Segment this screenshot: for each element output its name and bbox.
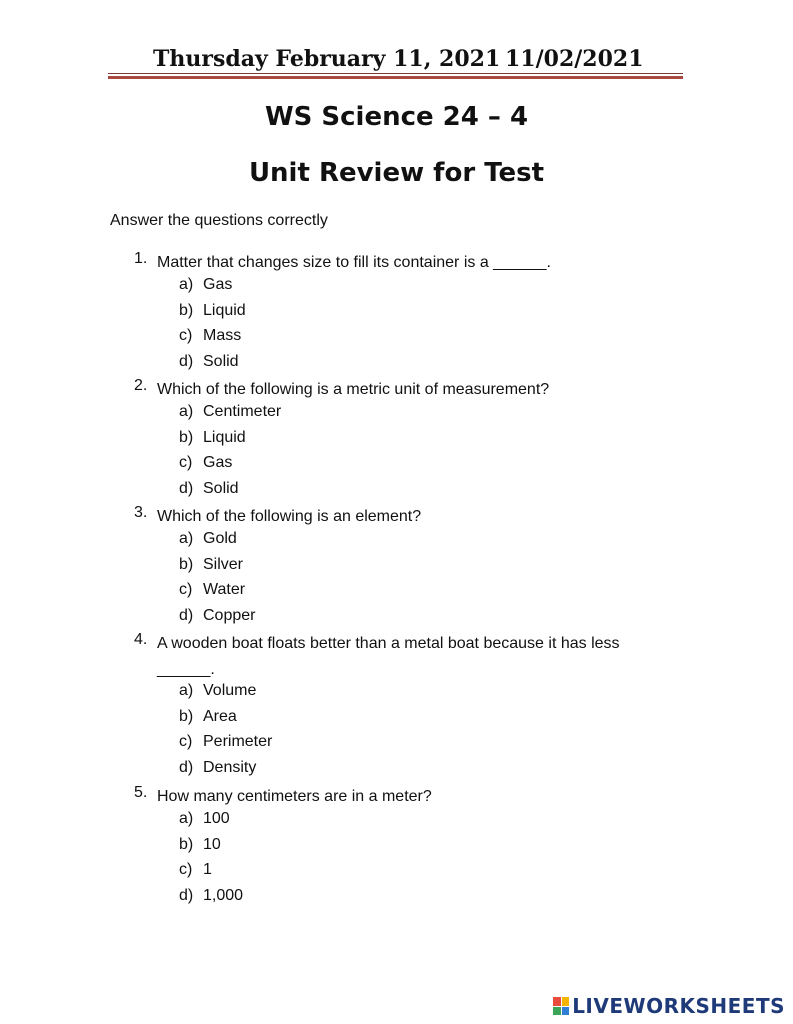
header-divider-thick <box>108 76 683 79</box>
option-text: 1,000 <box>203 886 244 904</box>
option-text: Perimeter <box>203 733 273 750</box>
option-letter: b) <box>179 301 194 319</box>
question-number: 4. <box>134 631 148 648</box>
option-letter: b) <box>179 707 194 725</box>
option-letter: c) <box>179 861 193 878</box>
option-text: 10 <box>203 835 221 853</box>
option-text: Liquid <box>203 428 246 446</box>
header-date-short: 11/02/2021 <box>505 46 644 72</box>
worksheet-subtitle: Unit Review for Test <box>248 158 545 188</box>
option-letter: b) <box>179 555 194 573</box>
option-text: Area <box>203 707 237 725</box>
question-number: 3. <box>134 504 148 521</box>
option-letter: c) <box>179 733 193 750</box>
question-text: Which of the following is an element? <box>157 508 422 525</box>
option-text: Copper <box>203 606 256 624</box>
question-text: How many centimeters are in a meter? <box>157 788 432 805</box>
option-letter: b) <box>179 428 194 446</box>
option-letter: d) <box>179 758 194 776</box>
question-text: Matter that changes size to fill its container is a ______. <box>157 254 551 271</box>
option-letter: d) <box>179 886 194 904</box>
liveworksheets-logo <box>553 994 785 1018</box>
option-letter: a) <box>179 276 194 293</box>
option-text: 100 <box>203 810 230 827</box>
option-text: Solid <box>203 352 239 370</box>
header-divider-thin <box>108 73 683 74</box>
brand-name: LIVEWORKSHEETS <box>572 994 785 1018</box>
option-text: Mass <box>203 327 242 344</box>
liveworksheets-logo-icon <box>553 997 569 1015</box>
option-text: Density <box>203 758 257 776</box>
option-letter: c) <box>179 454 193 471</box>
option-text: Solid <box>203 479 239 497</box>
option-text: Volume <box>203 682 257 699</box>
page-header <box>108 44 683 76</box>
option-text: Gas <box>203 276 233 293</box>
option-text: Liquid <box>203 301 246 319</box>
instructions-text: Answer the questions correctly <box>110 212 328 229</box>
option-text: Centimeter <box>203 403 282 420</box>
worksheet-title: WS Science 24 – 4 <box>264 102 529 132</box>
option-letter: a) <box>179 530 194 547</box>
option-text: Silver <box>203 555 244 573</box>
question-number: 2. <box>134 377 148 394</box>
question-text: Which of the following is a metric unit of measurement? <box>157 381 550 398</box>
question-text: A wooden boat floats better than a metal boat because it has less ______. <box>157 635 620 678</box>
header-date-long: Thursday February 11, 2021 <box>153 46 501 72</box>
option-letter: d) <box>179 606 194 624</box>
option-text: 1 <box>203 861 212 878</box>
option-letter: c) <box>179 327 193 344</box>
option-letter: b) <box>179 835 194 853</box>
option-text: Gold <box>203 530 237 547</box>
option-letter: c) <box>179 581 193 598</box>
option-letter: a) <box>179 403 194 420</box>
option-letter: a) <box>179 810 194 827</box>
option-letter: a) <box>179 682 194 699</box>
question-number: 1. <box>134 250 148 267</box>
question-number: 5. <box>134 784 148 801</box>
option-text: Gas <box>203 454 233 471</box>
option-letter: d) <box>179 352 194 370</box>
option-letter: d) <box>179 479 194 497</box>
option-text: Water <box>203 581 246 598</box>
